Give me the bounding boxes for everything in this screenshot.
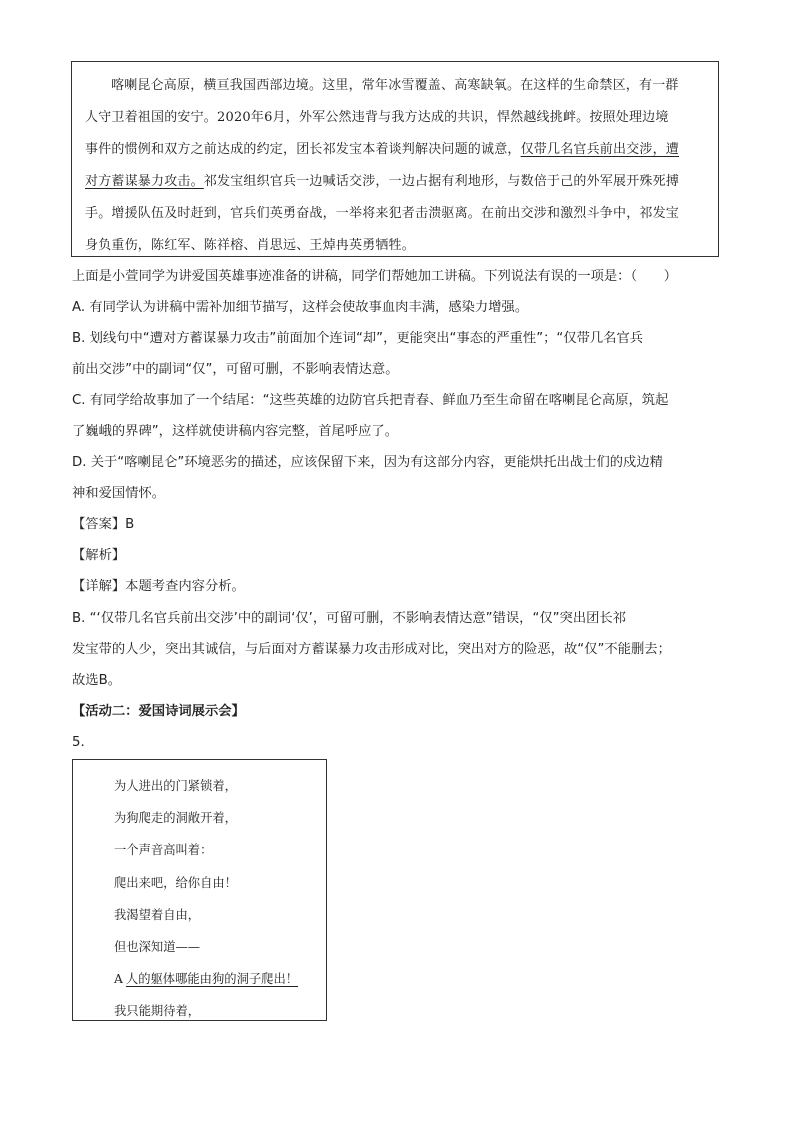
- passage-line-3-text: 事件的惯例和双方之前达成的约定，团长祁发宝本着谈判解决问题的诚意，: [85, 142, 521, 157]
- explanation-line-1: B. “‘仅带几名官兵前出交涉’中的副词‘仅’，可留可删，不影响表情达意”错误，“仅”突出团长祁: [72, 611, 627, 626]
- passage-line-2: 人守卫着祖国的安宁。2020年6月，外军公然违背与我方达成的共识，悍然越线挑衅。按照处理边境: [85, 110, 669, 125]
- passage-line-5: 手。增援队伍及时赶到，官兵们英勇奋战，一举将来犯者击溃驱离。在前出交涉和激烈斗争中，祁发宝: [85, 206, 680, 221]
- analysis-label: 【解析】: [72, 548, 126, 563]
- poem-line-8: 我只能期待着，: [114, 1004, 201, 1019]
- question-number: 5.: [72, 735, 85, 750]
- underlined-sentence-part-1: 仅带几名官兵前出交涉，遭: [520, 142, 680, 157]
- passage-line-6: 身负重伤，陈红军、陈祥榕、肖思远、王焯冉英勇牺牲。: [85, 238, 416, 253]
- poem-line-6: 但也深知道——: [114, 939, 201, 954]
- option-a: A. 有同学认为讲稿中需补加细节描写，这样会使故事血肉丰满，感染力增强。: [72, 300, 529, 315]
- passage-line-4-text: 祁发宝组织官兵一边喊话交涉，一边占据有利地形，与数倍于己的外军展开殊死搏: [203, 174, 680, 189]
- answer-label: 【答案】B: [72, 517, 135, 532]
- passage-line-1: 喀喇昆仑高原，横亘我国西部边境。这里，常年冰雪覆盖、高寒缺氧。在这样的生命禁区，有一群: [111, 78, 679, 93]
- explanation-line-3: 故选B。: [72, 673, 122, 688]
- explanation-line-2: 发宝带的人少，突出其诚信，与后面对方蓄谋暴力攻击形成对比，突出对方的险恶，故“仅”不能删去；: [72, 642, 671, 657]
- underlined-sentence-part-2: 对方蓄谋暴力攻击。: [85, 174, 204, 189]
- option-b-line-2: 前出交涉”中的副词“仅”，可留可删，不影响表情达意。: [72, 362, 399, 377]
- option-d-line-2: 神和爱国情怀。: [72, 486, 166, 501]
- poem-line-5: 我渴望着自由，: [114, 907, 201, 922]
- poem-line-2: 为狗爬走的洞敞开着，: [114, 811, 237, 826]
- poem-line-1: 为人进出的门紧锁着，: [114, 779, 237, 793]
- activity-2-heading: 【活动二：爱国诗词展示会】: [72, 704, 245, 719]
- question-stem: 上面是小萱同学为讲爱国英雄事迹准备的讲稿，同学们帮她加工讲稿。下列说法有误的一项是：（ ）: [72, 269, 678, 284]
- passage-box: [71, 61, 719, 257]
- detail-label: 【详解】本题考查内容分析。: [72, 579, 245, 594]
- option-d-line-1: D. 关于“喀喇昆仑”环境恶劣的描述，应该保留下来，因为有这部分内容，更能烘托出战士们的戍边精: [72, 455, 663, 470]
- poem-underlined-line: 人的躯体哪能由狗的洞子爬出！: [125, 972, 299, 987]
- poem-line-3: 一个声音高叫着：: [114, 843, 213, 858]
- passage-line-3: [85, 134, 706, 166]
- poem-line-4: 爬出来吧，给你自由！: [114, 875, 237, 890]
- poem-line-7: [114, 963, 326, 995]
- option-c-line-1: C. 有同学给故事加了一个结尾：“这些英雄的边防官兵把青春、鲜血乃至生命留在喀喇昆仑高原，筑起: [72, 393, 669, 408]
- poem-box: [72, 759, 327, 1021]
- poem-marker-a: A: [114, 972, 123, 987]
- option-b-line-1: B. 划线句中“遭对方蓄谋暴力攻击”前面加个连词“却”，更能突出“事态的严重性”；“仅带几名官兵: [72, 331, 644, 346]
- option-c-line-2: 了巍峨的界碑”，这样就使讲稿内容完整，首尾呼应了。: [72, 424, 399, 439]
- passage-line-4: [85, 166, 706, 198]
